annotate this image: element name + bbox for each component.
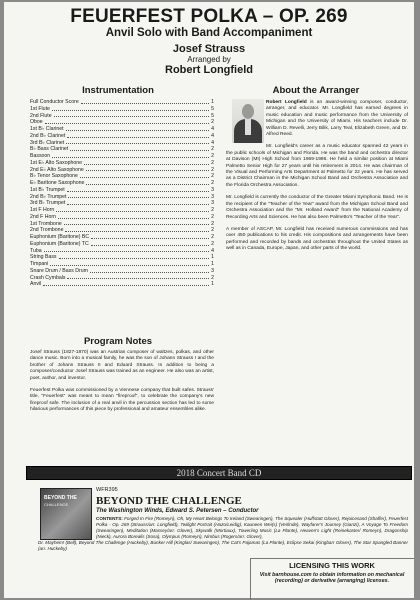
dot-leader <box>45 119 209 124</box>
dot-leader <box>52 153 209 158</box>
instrument-name: 1st Trombone <box>30 220 62 227</box>
dot-leader <box>66 140 209 145</box>
program-notes-heading: Program Notes <box>83 336 153 347</box>
instrument-row <box>30 200 214 207</box>
instrumentation-list <box>30 99 214 288</box>
instrument-count: 1 <box>211 99 214 105</box>
dot-leader <box>67 200 209 205</box>
instrument-name: 1st E♭ Alto Saxophone <box>30 159 83 166</box>
about-arranger-name: Robert Longfield <box>266 100 307 105</box>
instrument-row <box>30 106 214 113</box>
cd-performers: The Washington Winds, Edward S. Petersen – Conductor <box>96 508 259 514</box>
about-arranger-heading: About the Arranger <box>272 85 360 96</box>
instrument-count: 2 <box>211 207 214 213</box>
about-paragraph: Robert Longfield is an award-winning composer, conductor, arranger, and educator. Mr. Longfield has earned degrees in music education and music performance from the University of Michigan and the University of Miami. His teachers include Dr. William D. Revelli, Jerry Bilik, Larry Teal, Elizabeth Green, and Dr. Alfred Reed. <box>266 100 408 138</box>
instrument-count: 2 <box>211 153 214 159</box>
instrument-count: 4 <box>211 139 214 146</box>
cd-banner: 2018 Concert Band CD <box>26 466 412 480</box>
instrument-count: 2 <box>211 146 214 153</box>
music-sheet-page <box>4 2 414 598</box>
dot-leader <box>56 207 209 212</box>
dot-leader <box>91 241 209 246</box>
instrument-row <box>30 173 214 180</box>
instrument-count: 3 <box>211 267 214 274</box>
instrument-name: 3rd B♭ Clarinet <box>30 139 65 146</box>
cd-title: BEYOND THE CHALLENGE <box>96 495 242 507</box>
dot-leader <box>80 173 209 178</box>
instrument-name: Anvil <box>30 281 42 288</box>
dot-leader <box>91 234 209 239</box>
instrument-name: 3rd B♭ Trumpet <box>30 200 66 207</box>
instrument-name: 1st F Horn <box>30 207 55 213</box>
dot-leader <box>43 281 209 286</box>
instrument-row <box>30 180 214 187</box>
instrument-count: 4 <box>211 247 214 254</box>
instrument-row <box>30 254 214 261</box>
about-arranger-text <box>226 100 408 259</box>
instrument-row <box>30 261 214 268</box>
instrument-name: Timpani <box>30 261 49 267</box>
dot-leader <box>65 227 209 232</box>
cd-contents-label: CONTENTS: <box>96 516 123 521</box>
instrument-name: Crash Cymbals <box>30 274 66 281</box>
arranged-by-label: Arranged by <box>187 55 231 64</box>
instrument-row <box>30 113 214 120</box>
instrument-row <box>30 187 214 194</box>
instrument-count: 2 <box>211 274 214 281</box>
dot-leader <box>67 133 209 138</box>
instrument-row <box>30 119 214 126</box>
instrument-count: 2 <box>211 213 214 220</box>
instrument-count: 2 <box>211 220 214 227</box>
composer-name: Josef Strauss <box>172 43 246 55</box>
instrument-count: 4 <box>211 126 214 132</box>
instrument-count: 2 <box>211 227 214 234</box>
page-title: FEUERFEST POLKA – OP. 269 <box>70 6 348 27</box>
dot-leader <box>86 167 209 172</box>
cd-cover-art <box>40 488 92 540</box>
dot-leader <box>66 126 210 131</box>
dot-leader <box>90 268 209 273</box>
instrument-name: Tuba <box>30 247 42 254</box>
licensing-heading: LICENSING THIS WORK <box>289 561 375 570</box>
about-paragraph: Mr. Longfield is currently the conductor of the Greater Miami Symphonic Band. He is the recipient of the "Teacher of the Year" award from the Michigan School Band and Orchestra Association and the "Mr. Holland Award" from the National Academy of Recording Arts and Sciences. He has also been Palmetto's "Teacher of the Year". <box>226 195 408 220</box>
instrument-name: 2nd B♭ Clarinet <box>30 132 66 139</box>
instrument-count: 2 <box>211 166 214 173</box>
instrument-name: Bassoon <box>30 153 51 159</box>
instrument-count: 5 <box>211 112 214 119</box>
instrument-row <box>30 126 214 133</box>
instrument-name: 2nd F Horn <box>30 213 56 220</box>
about-paragraph: A member of ASCAP, Mr. Longfield has received numerous commissions and has over 450 publications to his credit. His compositions and arrangements have been performed and recorded by bands and orchestras throughout the United States as well as in Canada, Europe, Japan, and other parts of the world. <box>226 226 408 252</box>
dot-leader <box>44 248 209 253</box>
instrument-count: 1 <box>211 261 214 267</box>
instrument-row <box>30 146 214 153</box>
instrument-row <box>30 99 214 106</box>
instrument-count: 3 <box>211 200 214 207</box>
instrument-name: 1st B♭ Trumpet <box>30 186 65 193</box>
program-notes-paragraph: Josef Strauss (1827-1870) was an Austrian composer of waltzes, polkas, and other dance music. Born into a musical family, he was the son of Johann Strauss I and the brother of Johann Strauss II and Eduard Strauss. In addition to being a composer/conductor Josef Strauss was trained as an engineer. He also was an artist, poet, author, and inventor. <box>30 350 214 381</box>
instrument-row <box>30 227 214 234</box>
instrument-row <box>30 194 214 201</box>
dot-leader <box>64 221 209 226</box>
dot-leader <box>54 113 209 118</box>
dot-leader <box>81 99 209 104</box>
instrument-name: 2nd E♭ Alto Saxophone <box>30 166 84 173</box>
instrument-name: Oboe <box>30 119 43 126</box>
instrument-name: Snare Drum / Bass Drum <box>30 267 88 274</box>
instrument-name: E♭ Baritone Saxophone <box>30 180 85 186</box>
instrument-row <box>30 268 214 275</box>
instrument-row <box>30 248 214 255</box>
instrument-count: 2 <box>211 159 214 166</box>
instrument-row <box>30 214 214 221</box>
instrument-row <box>30 221 214 228</box>
cd-contents-continued: Dr. Mayhem! (Bell), Beyond The Challenge (Huckeby), Bunker Hill (Kinglas/ Swearingen), The Cat's Pajamas (La Plante), Eclipse Sekai (Kingbarr Glover), The Star Spangled Banner (arr. Huckeby) <box>38 540 408 552</box>
instrument-count: 4 <box>211 132 214 139</box>
dot-leader <box>67 187 209 192</box>
dot-leader <box>70 146 209 151</box>
instrument-row <box>30 207 214 214</box>
dot-leader <box>50 261 209 266</box>
instrument-name: B♭ Bass Clarinet <box>30 146 69 153</box>
dot-leader <box>68 194 209 199</box>
instrument-name: Euphonium (Baritone) TC <box>30 240 89 247</box>
instrument-count: 3 <box>211 193 214 200</box>
cd-art-title: BEYOND THE <box>44 495 77 501</box>
instrument-count: 1 <box>211 281 214 288</box>
instrument-count: 1 <box>211 254 214 261</box>
cd-catalog-code: WFR395 <box>96 487 118 493</box>
instrument-name: 2nd Trombone <box>30 227 64 234</box>
instrument-name: 1st Flute <box>30 105 50 112</box>
instrument-name: B♭ Tenor Saxophone <box>30 173 78 180</box>
instrument-row <box>30 281 214 288</box>
dot-leader <box>58 214 209 219</box>
instrument-row <box>30 160 214 167</box>
instrument-count: 3 <box>211 186 214 193</box>
instrument-count: 5 <box>211 105 214 112</box>
instrument-name: Full Conductor Score <box>30 99 79 105</box>
instrument-row <box>30 167 214 174</box>
instrument-row <box>30 153 214 160</box>
page-subtitle: Anvil Solo with Band Accompaniment <box>105 27 313 39</box>
instrument-name: String Bass <box>30 254 57 261</box>
dot-leader <box>59 254 210 259</box>
licensing-text: Visit barnhouse.com to obtain information on mechanical (recording) or derivative (arranging) licenses. <box>259 572 405 585</box>
instrumentation-heading: Instrumentation <box>82 85 154 96</box>
instrument-count: 2 <box>211 180 214 186</box>
instrument-name: 1st B♭ Clarinet <box>30 126 64 132</box>
cd-art-subtitle: CHALLENGE <box>44 502 69 507</box>
instrument-name: Euphonium (Baritone) BC <box>30 234 90 240</box>
instrument-count: 2 <box>211 240 214 247</box>
cd-contents: CONTENTS: Forged In Fire (Romeyn), Oh, My Heart Belongs To Ireland (Swearingen), The Squealer (Huffstatt Glover), Rejoicesand (Shaffer), Feuerfest Polka - Op. 269 (Strauss/arr. Longfield), Twilight Portrait (Hazo/Leidig), Kauneen Wei(s) (Verlinde), Wayfarer's Journey (Gianzi), A Voyage To Freedom (Swearingen), Meditation (Massey/arr. Glover), Skywalk (Mortiaux), Toweriing Music (La Plante), Heaven's Light (Reinekaster/ Romeyn), Dragonship (Nieck), Aurora Borealis (Sosa), Olympus (Romeyn), Nimbus (Rogers/arr. Glover), Dr. Mayhem! (Bell), Beyond The Challenge (Huckeby), Bunker Hill (Kinglas/ Swearingen), The Cat's Pajamas (La Plante), Eclipse Sekai (Kingbarr Glover), The Star Spangled Banner (arr. Huckeby) <box>38 516 408 552</box>
program-notes-text <box>30 350 214 420</box>
instrument-row <box>30 133 214 140</box>
dot-leader <box>67 275 209 280</box>
about-paragraph: Mr. Longfield's career as a music educator spanned 42 years in the public schools of Michigan and Florida. He was the band and orchestra director at Davison (MI) High School from 1969-1986. He held a similar position at Miami Palmetto Senior High for 27 years until his retirement in 2014. He was chairman of the Visual and Performing Arts Department at Palmetto for 22 years. He has served as a District Chairman in the Michigan School Band and Orchestra Association and the Florida Orchestra Association. <box>226 144 408 188</box>
dot-leader <box>52 106 209 111</box>
instrument-name: 2nd B♭ Trumpet <box>30 193 67 200</box>
instrument-row <box>30 140 214 147</box>
instrument-count: 2 <box>211 119 214 126</box>
instrument-count: 2 <box>211 234 214 240</box>
dot-leader <box>86 180 209 185</box>
instrument-name: 2nd Flute <box>30 112 52 119</box>
instrument-count: 2 <box>211 173 214 180</box>
arranger-name: Robert Longfield <box>165 64 253 76</box>
instrument-row <box>30 234 214 241</box>
program-notes-paragraph: Feuerfest Polka was commissioned by a Viennese company that built safes. Strauss' title, "Feuerfest" was meant to mean "fireproof", to celebrate the company's new fireproof safe. The inclusion of a real anvil in the percussion section has led to some hilarious performances of this piece by professional and amateur ensembles alike. <box>30 388 214 413</box>
instrument-row <box>30 241 214 248</box>
dot-leader <box>84 160 209 165</box>
instrument-row <box>30 275 214 282</box>
